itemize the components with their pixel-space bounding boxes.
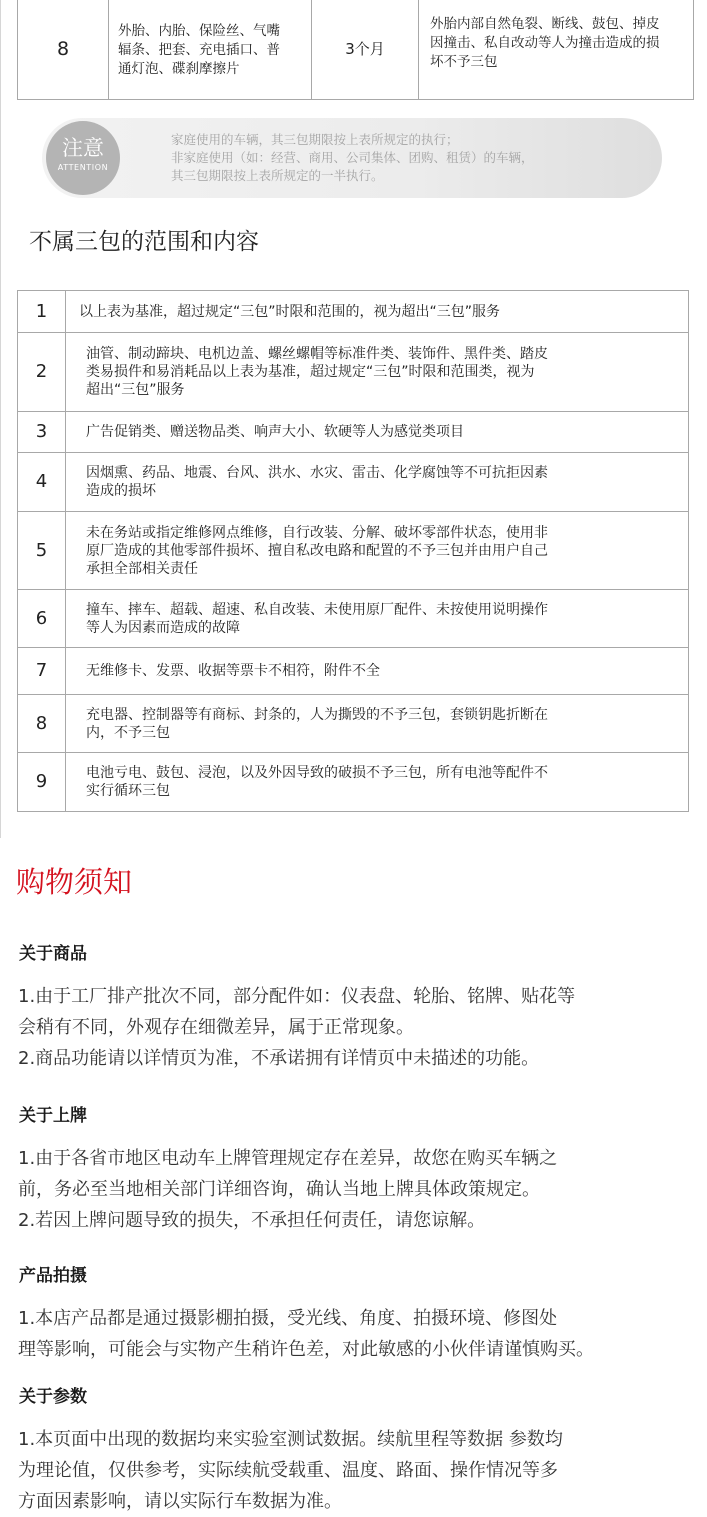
- exclusions-table: [17, 290, 689, 812]
- exclusions-title: 不属三包的范围和内容: [29, 229, 259, 255]
- section-body-photography: [18, 1303, 686, 1365]
- note-line: 因撞击、私自改动等人为撞击造成的损: [430, 35, 660, 51]
- row-text: [66, 590, 689, 648]
- table-row: [18, 291, 689, 333]
- paragraph-line: 2.商品功能请以详情页为准，不承诺拥有详情页中未描述的功能。: [18, 1048, 540, 1069]
- row-number: 8: [56, 38, 70, 60]
- row-text-line: 因烟熏、药品、地震、台风、洪水、水灾、雷击、化学腐蚀等不可抗拒因素: [86, 465, 548, 481]
- parts-cell: [108, 0, 311, 99]
- row-number: 1: [18, 291, 66, 333]
- row-text-line: 造成的损坏: [86, 483, 156, 499]
- section-heading-product: 关于商品: [19, 944, 87, 964]
- row-number: 4: [18, 453, 66, 512]
- row-number: 6: [18, 590, 66, 648]
- attention-badge: [46, 121, 120, 195]
- attention-line: 其三包期限按上表所规定的一半执行。: [171, 168, 384, 183]
- section-body-registration: [18, 1143, 686, 1236]
- attention-line: 家庭使用的车辆，其三包期限按上表所规定的执行；: [171, 132, 459, 147]
- paragraph-line: 会稍有不同，外观存在细微差异，属于正常现象。: [18, 1017, 414, 1038]
- section-heading-parameters: 关于参数: [19, 1387, 87, 1407]
- panel-left-border: [0, 0, 1, 838]
- section-body-product: [18, 981, 686, 1074]
- row-text-line: 类易损件和易消耗品以上表为基准，超过规定“三包”时限和范围类，视为: [86, 364, 535, 380]
- attention-text: [171, 131, 534, 185]
- table-row: [18, 333, 689, 412]
- row-number: 9: [18, 753, 66, 812]
- row-number: 2: [18, 333, 66, 412]
- row-text-line: 广告促销类、赠送物品类、响声大小、软硬等人为感觉类项目: [86, 424, 464, 440]
- row-text: [66, 412, 689, 453]
- row-text-line: 未在务站或指定维修网点维修，自行改装、分解、破坏零部件状态，使用非: [86, 524, 548, 541]
- row-text: [66, 695, 689, 753]
- parts-line: 外胎、内胎、保险丝、气嘴: [118, 23, 280, 39]
- attention-line: 非家庭使用（如：经营、商用、公司集体、团购、租赁）的车辆，: [171, 150, 534, 165]
- row-number: 5: [18, 512, 66, 590]
- row-text-line: 超出“三包”服务: [86, 382, 185, 398]
- paragraph-line: 2.若因上牌问题导致的损失，不承担任何责任，请您谅解。: [18, 1210, 486, 1231]
- paragraph-line: 方面因素影响，请以实际行车数据为准。: [18, 1491, 342, 1512]
- row-text-line: 无维修卡、发票、收据等票卡不相符，附件不全: [86, 663, 380, 679]
- row-text-line: 内，不予三包: [86, 724, 170, 741]
- paragraph-line: 理等影响，可能会与实物产生稍许色差，对此敏感的小伙伴请谨慎购买。: [18, 1339, 594, 1360]
- row-text-line: 电池亏电、鼓包、浸泡，以及外因导致的破损不予三包，所有电池等配件不: [86, 765, 548, 781]
- table-row: [18, 648, 689, 695]
- paragraph-line: 1.由于工厂排产批次不同，部分配件如：仪表盘、轮胎、铭牌、贴花等: [18, 986, 576, 1007]
- row-number: 7: [18, 648, 66, 695]
- period-cell: 3个月: [311, 0, 418, 99]
- note-line: 坏不予三包: [430, 54, 498, 70]
- row-text-line: 充电器、控制器等有商标、封条的，人为撕毁的不予三包，套锁钥匙折断在: [86, 706, 548, 723]
- paragraph-line: 1.本店产品都是通过摄影棚拍摄，受光线、角度、拍摄环境、修图处: [18, 1308, 558, 1329]
- table-row: [18, 695, 689, 753]
- parts-line: 辐条、把套、充电插口、普: [118, 42, 280, 58]
- section-heading-photography: 产品拍摄: [19, 1266, 87, 1286]
- paragraph-line: 为理论值，仅供参考，实际续航受载重、温度、路面、操作情况等多: [18, 1460, 558, 1481]
- paragraph-line: 1.本页面中出现的数据均来实验室测试数据。续航里程等数据 参数均: [18, 1429, 563, 1450]
- attention-badge-subtitle: ATTENTION: [57, 163, 109, 172]
- table-row: [18, 453, 689, 512]
- row-number: 3: [18, 412, 66, 453]
- parts-line: 通灯泡、碟刹摩擦片: [118, 61, 240, 77]
- section-body-parameters: [18, 1424, 686, 1517]
- attention-banner: [42, 118, 662, 198]
- attention-badge-title: 注意: [62, 136, 104, 160]
- table-row: [18, 412, 689, 453]
- row-text-line: 油管、制动蹄块、电机边盖、螺丝螺帽等标准件类、装饰件、黑件类、踏皮: [86, 346, 548, 362]
- warranty-table-row: [17, 0, 694, 100]
- row-text-line: 撞车、摔车、超载、超速、私自改装、未使用原厂配件、未按使用说明操作: [86, 601, 548, 618]
- note-cell: [418, 0, 694, 99]
- row-text: [66, 512, 689, 590]
- table-row: [18, 753, 689, 812]
- row-number: 8: [18, 695, 66, 753]
- row-text-line: 实行循环三包: [86, 783, 170, 799]
- note-line: 外胎内部自然龟裂、断线、鼓包、掉皮: [430, 16, 660, 32]
- row-text: [66, 648, 689, 695]
- row-text: [66, 753, 689, 812]
- row-text-line: 承担全部相关责任: [86, 560, 198, 577]
- row-text: [66, 453, 689, 512]
- row-text: [66, 291, 689, 333]
- row-text: [66, 333, 689, 412]
- paragraph-line: 1.由于各省市地区电动车上牌管理规定存在差异，故您在购买车辆之: [18, 1148, 558, 1169]
- section-heading-registration: 关于上牌: [19, 1106, 87, 1126]
- row-text-line: 原厂造成的其他零部件损坏、擅自私改电路和配置的不予三包并由用户自己: [86, 542, 548, 559]
- shopping-notes-title: 购物须知: [16, 865, 133, 899]
- paragraph-line: 前，务必至当地相关部门详细咨询，确认当地上牌具体政策规定。: [18, 1179, 540, 1200]
- table-row: [18, 512, 689, 590]
- row-text-line: 等人为因素而造成的故障: [86, 619, 240, 636]
- table-row: [18, 590, 689, 648]
- row-text-line: 以上表为基准，超过规定“三包”时限和范围的，视为超出“三包”服务: [79, 303, 501, 320]
